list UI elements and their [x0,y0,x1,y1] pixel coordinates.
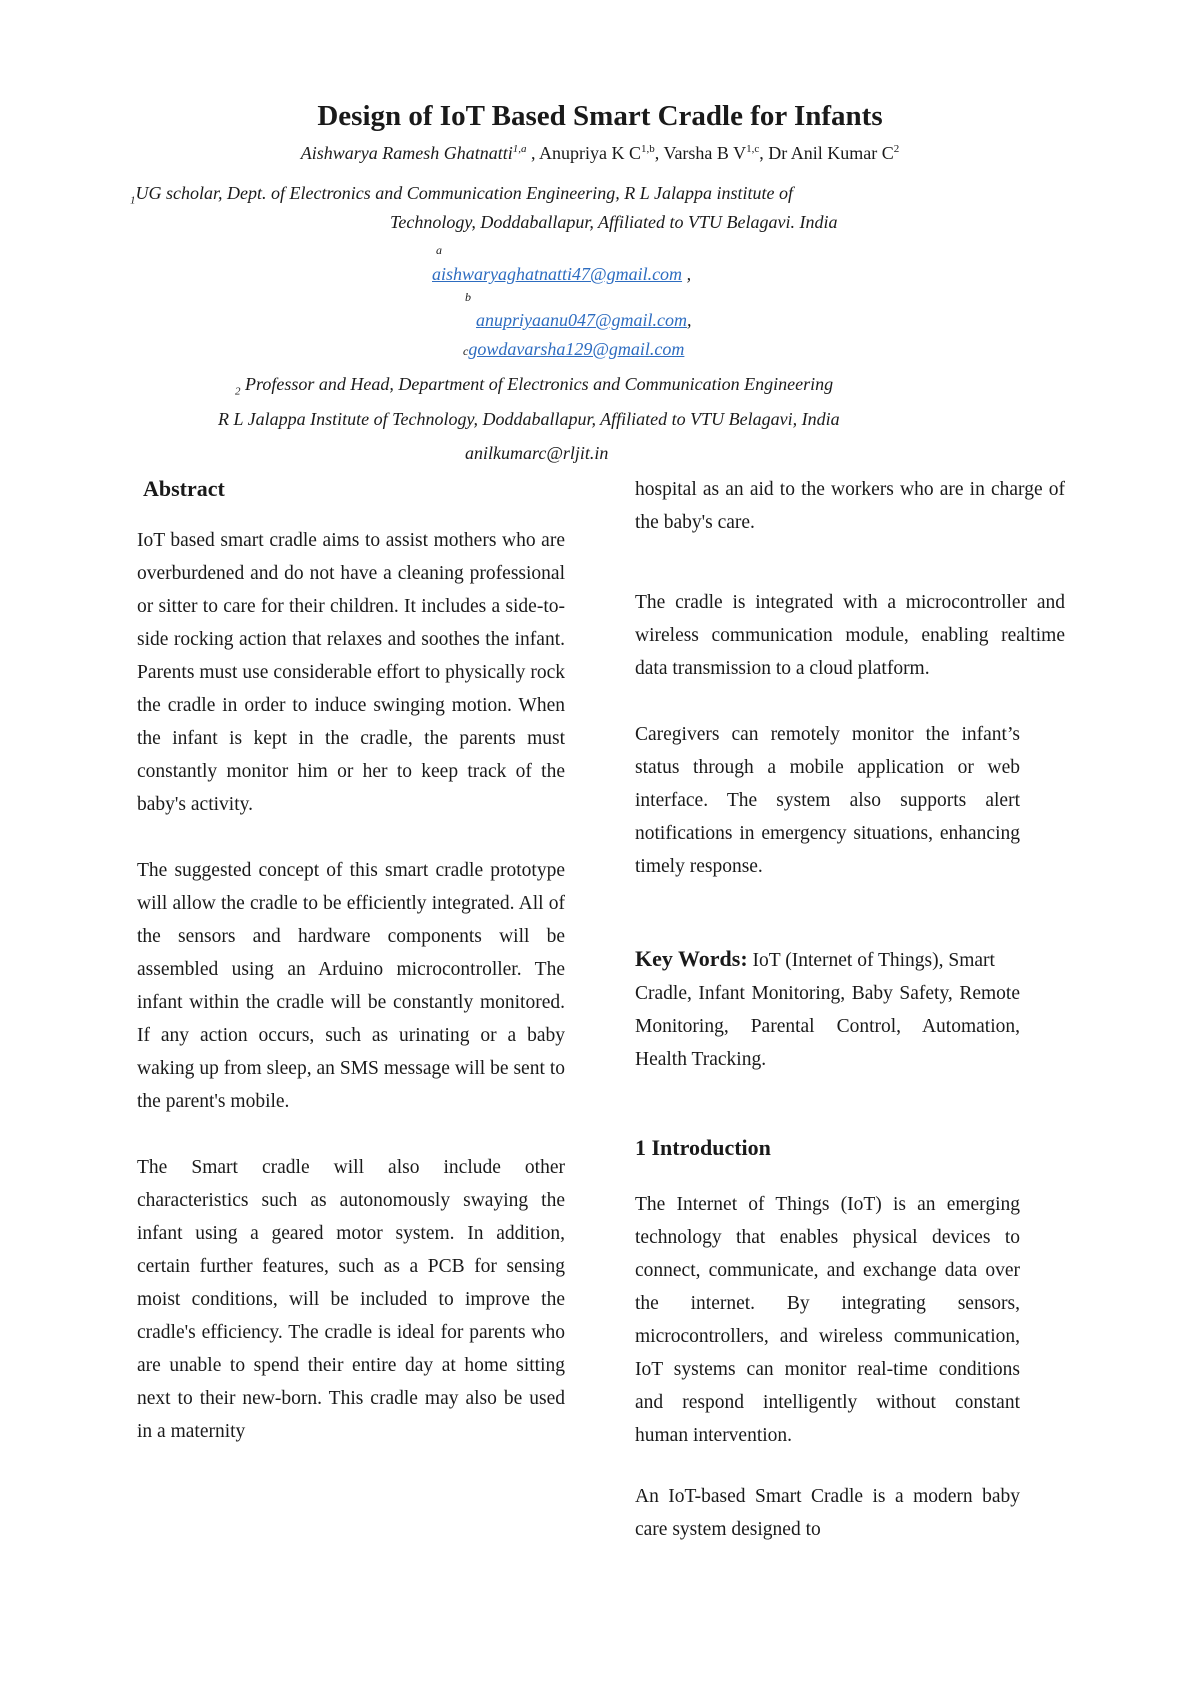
author-name: Varsha B V [663,143,747,163]
author-superscript: 1,a [512,143,527,155]
email-link-b[interactable]: anupriyaanu047@gmail.com [476,310,688,330]
affiliation-2-line-1: $_2$ Professor and Head, Department of Electronics and Communication Engineering [235,374,834,398]
keywords-block [635,942,1020,1076]
abstract-heading: Abstract [143,476,225,501]
body-paragraph: hospital as an aid to the workers who are in charge of the baby's care. [635,479,1065,533]
email-a: aishwaryaghatnatti47@gmail.com , [432,264,692,284]
author-line: Aishwarya Ramesh Ghatnatti$^{1,a}$ , Anupriya K C$^{1,b}$, Varsha B V$^{1,c}$, Dr Anil Kumar $C^2$ [300,143,900,163]
affiliation-1-line-2: Technology, Doddaballapur, Affiliated to VTU Belagavi. India [390,212,838,232]
author-superscript: 2 [893,143,900,155]
email-link-a[interactable]: aishwaryaghatnatti47@gmail.com [432,264,683,284]
paper-title: Design of IoT Based Smart Cradle for Infants [317,100,883,132]
email-link-c[interactable]: gowdavarsha129@gmail.com [468,339,685,359]
author-name: Aishwarya Ramesh Ghatnatti [300,143,513,163]
affiliation-2-email: anilkumarc@rljit.in [465,443,609,463]
email-marker-b: b [465,290,471,304]
body-paragraph [635,555,1065,557]
body-paragraph: The Internet of Things (IoT) is an emerging technology that enables physical devices to connect, communicate, and exchange data over the internet. By integrating sensors, microcontrollers, and wireless communication, IoT systems can monitor real-time conditions and respond intelligently without constant human intervention. [635,1194,1020,1446]
right-column-cradle [635,586,1065,685]
left-column [137,524,565,1448]
body-paragraph: Caregivers can remotely monitor the infant’s status through a mobile application or web interface. The system also supports alert notifications in emergency situations, enhancing timely response. [635,724,1020,877]
email-marker-c: c [463,344,469,358]
right-column-intro [635,1188,1020,1546]
email-marker-a: a [436,243,442,257]
body-paragraph: An IoT-based Smart Cradle is a modern baby care system designed to [635,1486,1020,1540]
affiliation-1-line-1: $_1$UG scholar, Dept. of Electronics and Communication Engineering, R L Jalappa institute of [130,183,793,207]
body-paragraph: The cradle is integrated with a microcontroller and wireless communication module, enabling realtime data transmission to a cloud platform. [635,592,1065,679]
introduction-heading: 1 Introduction [635,1135,771,1160]
abstract-paragraph: IoT based smart cradle aims to assist mothers who are overburdened and do not have a cleaning professional or sitter to care for their children. It includes a side-to-side rocking action that relaxes and soothes the infant. Parents must use considerable effort to physically rock the cradle in order to induce swinging motion. When the infant is kept in the cradle, the parents must constantly monitor him or her to keep track of the baby's activity. [137,530,565,815]
abstract-paragraph: The suggested concept of this smart cradle prototype will allow the cradle to be efficiently integrated. All of the sensors and hardware components will be assembled using an Arduino microcontroller. The infant within the cradle will be constantly monitored. If any action occurs, such as urinating or a baby waking up from sleep, an SMS message will be sent to the parent's mobile. [137,860,565,1112]
affiliation-2-line-2: R L Jalappa Institute of Technology, Doddaballapur, Affiliated to VTU Belagavi, India [218,409,840,429]
author-name: Dr Anil Kumar C [768,143,894,163]
author-superscript: 1,b [641,143,655,155]
email-c [463,339,684,360]
keywords-list: Cradle, Infant Monitoring, Baby Safety, Remote Monitoring, Parental Control, Automation, Health Tracking. [635,983,1020,1070]
author-name: Anupriya K C [539,143,641,163]
right-column-top [635,473,1065,557]
email-b: anupriyaanu047@gmail.com, [476,310,692,330]
abstract-paragraph: The Smart cradle will also include other characteristics such as autonomously swaying the infant using a geared motor system. In addition, certain further features, such as a PCB for sensing moist conditions, will be included to improve the cradle's efficiency. The cradle is ideal for parents who are unable to spend their entire day at home sitting next to their new-born. This cradle may also be used in a maternity [137,1157,565,1442]
right-column-caregivers [635,718,1020,883]
keywords-line: Key Words: IoT (Internet of Things), Smart [635,946,995,971]
keywords-label: Key Words: [635,946,748,971]
author-superscript: 1,c [746,143,760,155]
